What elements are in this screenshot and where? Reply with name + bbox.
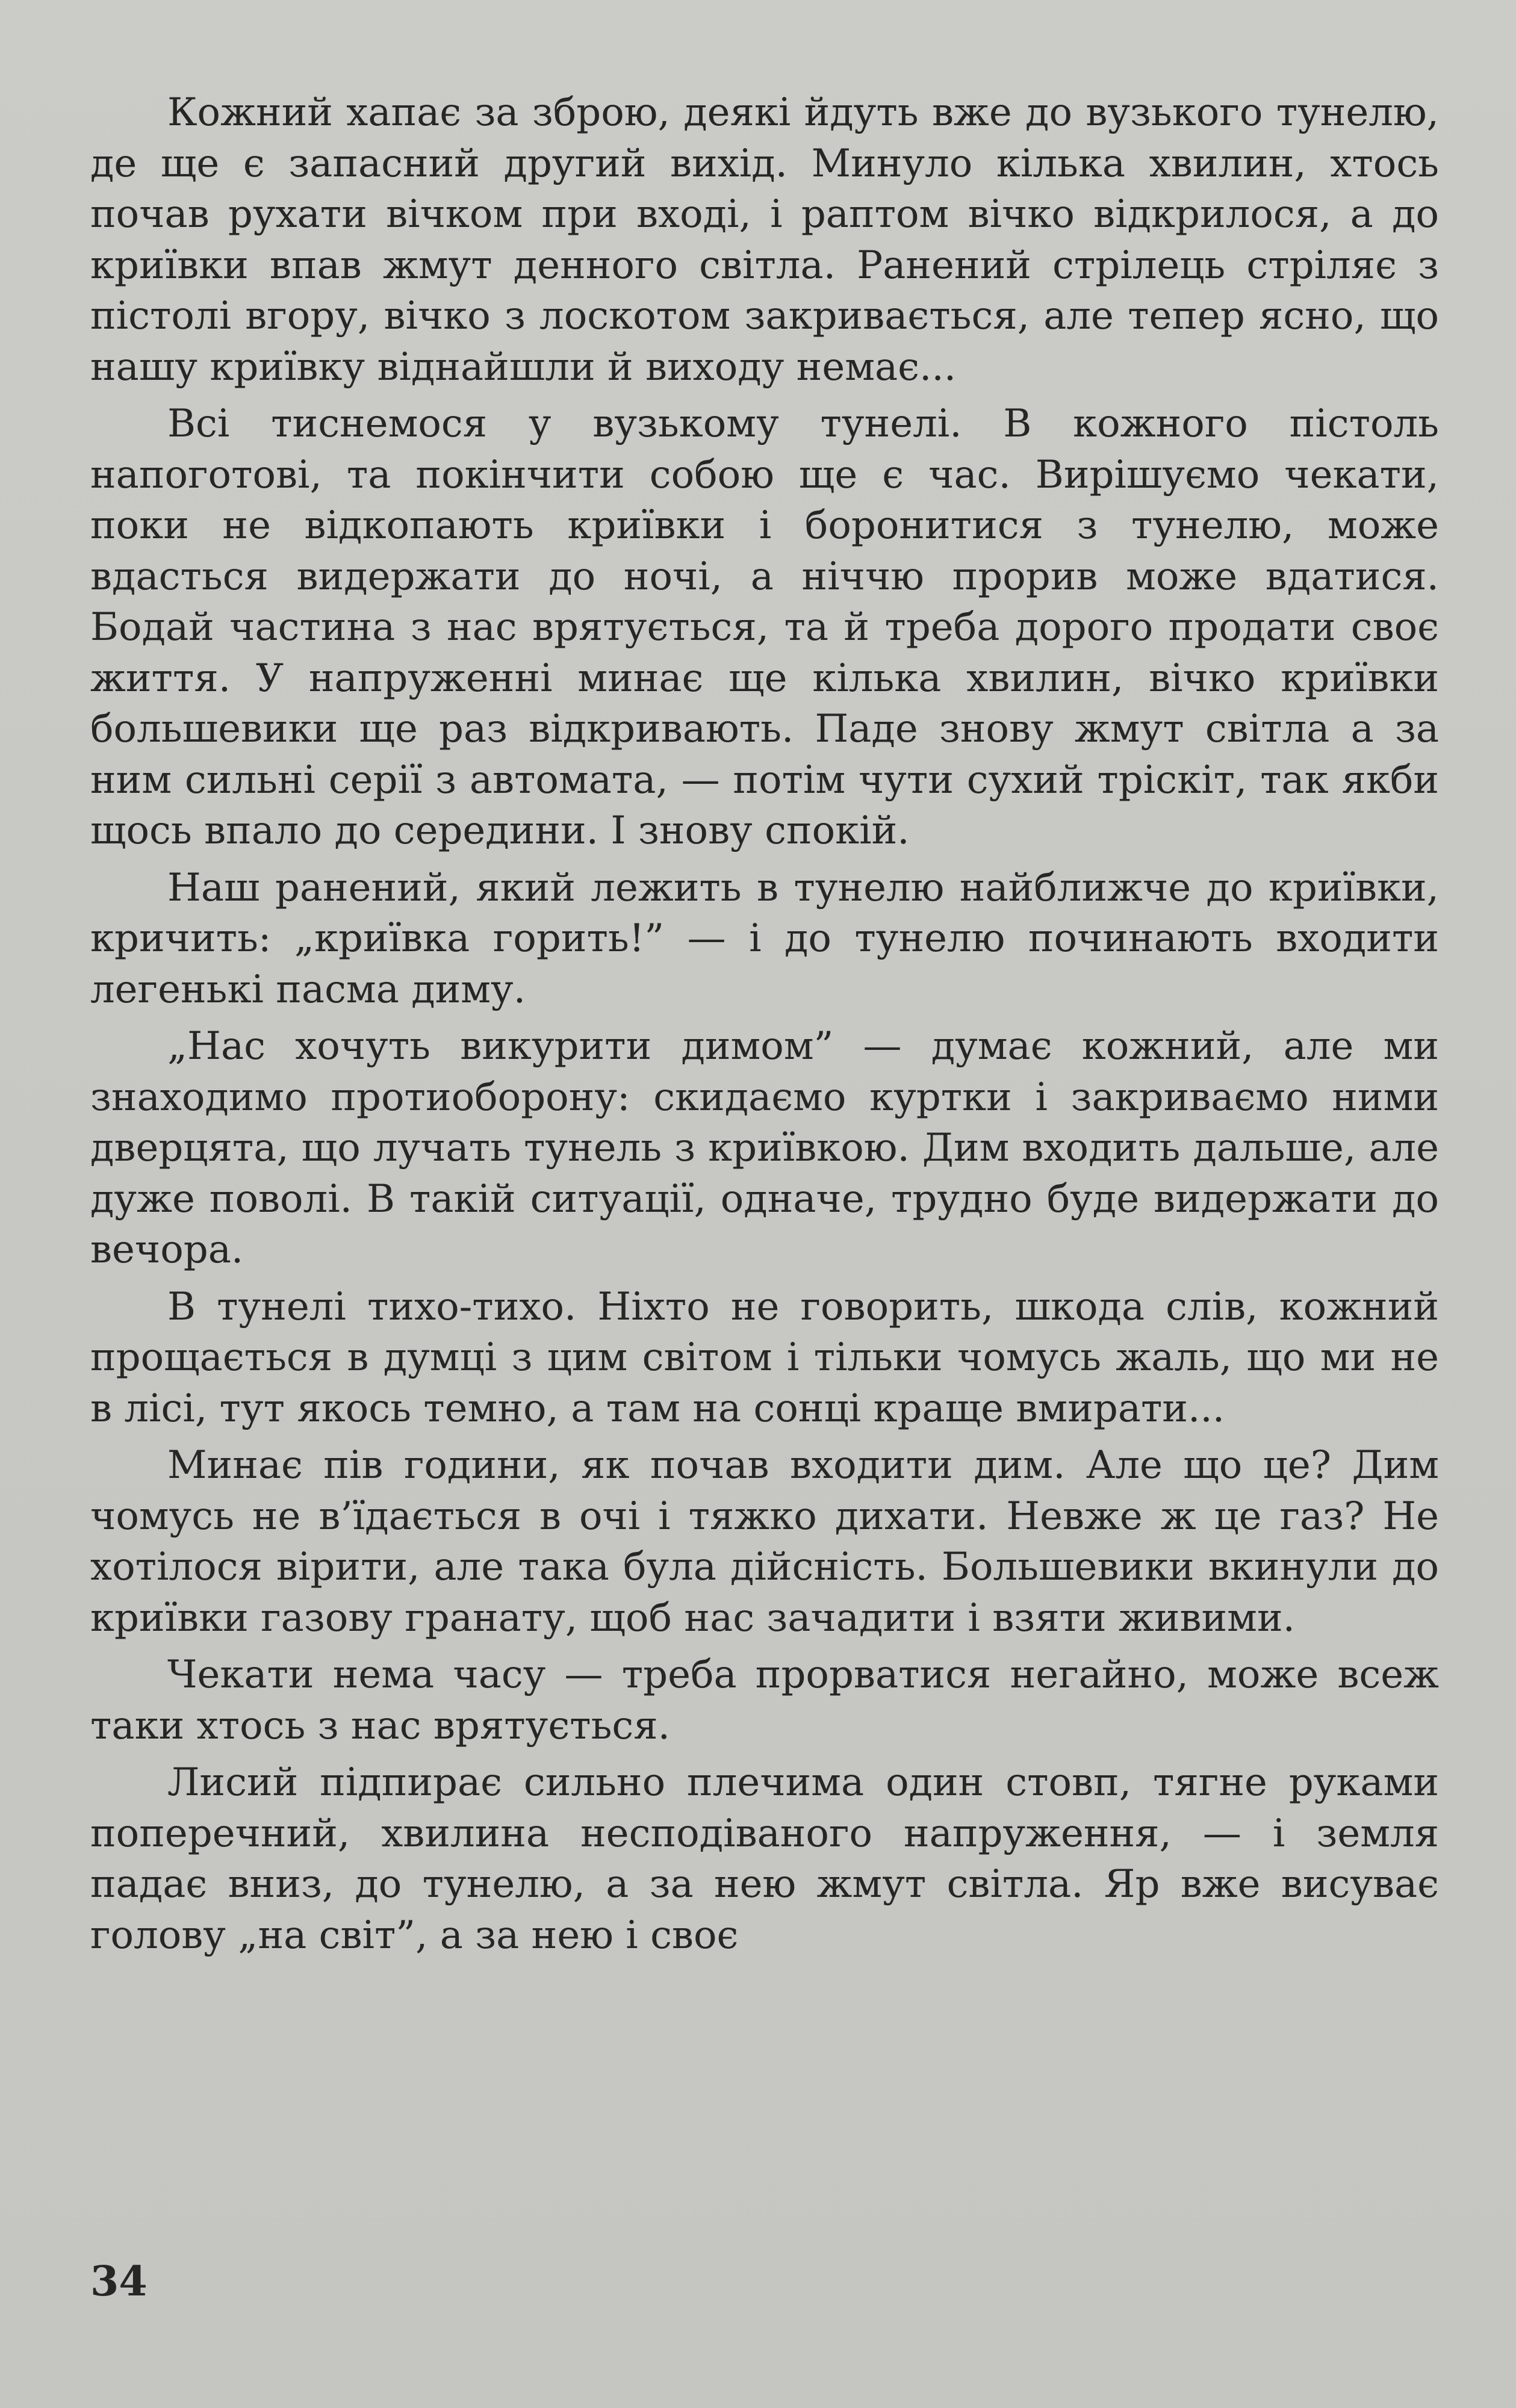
paragraph-5: В тунелі тихо-тихо. Ніхто не говорить, шкода слів, кожний прощається в думці з цим світом і тільки чомусь жаль, що ми не в лісі, тут якось темно, а там на сонці краще вмирати... xyxy=(90,1284,1439,1431)
paragraph-7: Чекати нема часу — треба прорватися негайно, може всеж таки хтось з нас врятується. xyxy=(90,1652,1439,1748)
paragraph-8: Лисий підпирає сильно плечима один стовп, тягне руками поперечний, хвилина несподіваного напруження, — і земля падає вниз, до тунелю, а за нею жмут світла. Яр вже висуває голову „на світ”, а за нею і своє xyxy=(90,1760,1439,1958)
paragraph-1: Кожний хапає за зброю, деякі йдуть вже до вузького тунелю, де ще є запасний другий вихід. Минуло кілька хвилин, хтось почав рухати вічком при вході, і раптом вічко відкрилося, а до криївки впав жмут денного світла. Ранений стрілець стріляє з пістолі вгору, вічко з лоскотом закривається, але тепер ясно, що нашу криївку віднайшли й виходу немає... xyxy=(90,90,1439,389)
page-number: 34 xyxy=(90,2258,148,2306)
paragraph-6: Минає пів години, як почав входити дим. Але що це? Дим чомусь не в’їдається в очі і тяжко дихати. Невже ж це газ? Не хотілося вірити, але така була дійсність. Большевики вкинули до криївки газову гранату, щоб нас зачадити і взяти живими. xyxy=(90,1443,1439,1640)
paragraph-3: Наш ранений, який лежить в тунелю найближче до криївки, кричить: „криївка горить!” — і до тунелю починають входити легенькі пасма диму. xyxy=(90,865,1439,1012)
body-text xyxy=(90,87,1439,1967)
paragraph-2: Всі тиснемося у вузькому тунелі. В кожного пістоль напоготові, та покінчити собою ще є час. Вирішуємо чекати, поки не відкопають криївки і боронитися з тунелю, може вдасться видержати до ночі, а ніччю прорив може вдатися. Бодай частина з нас врятується, та й треба дорого продати своє життя. У напруженні минає ще кілька хвилин, вічко криївки большевики ще раз відкривають. Паде знову жмут світла а за ним сильні серії з автомата, — потім чути сухий тріскіт, так якби щось впало до середини. І знову спокій. xyxy=(90,402,1439,853)
paragraph-4: „Нас хочуть викурити димом” — думає кожний, але ми знаходимо протиоборону: скидаємо куртки і закриваємо ними дверцята, що лучать тунель з криївкою. Дим входить дальше, але дуже поволі. В такій ситуації, одначе, трудно буде видержати до вечора. xyxy=(90,1024,1439,1272)
